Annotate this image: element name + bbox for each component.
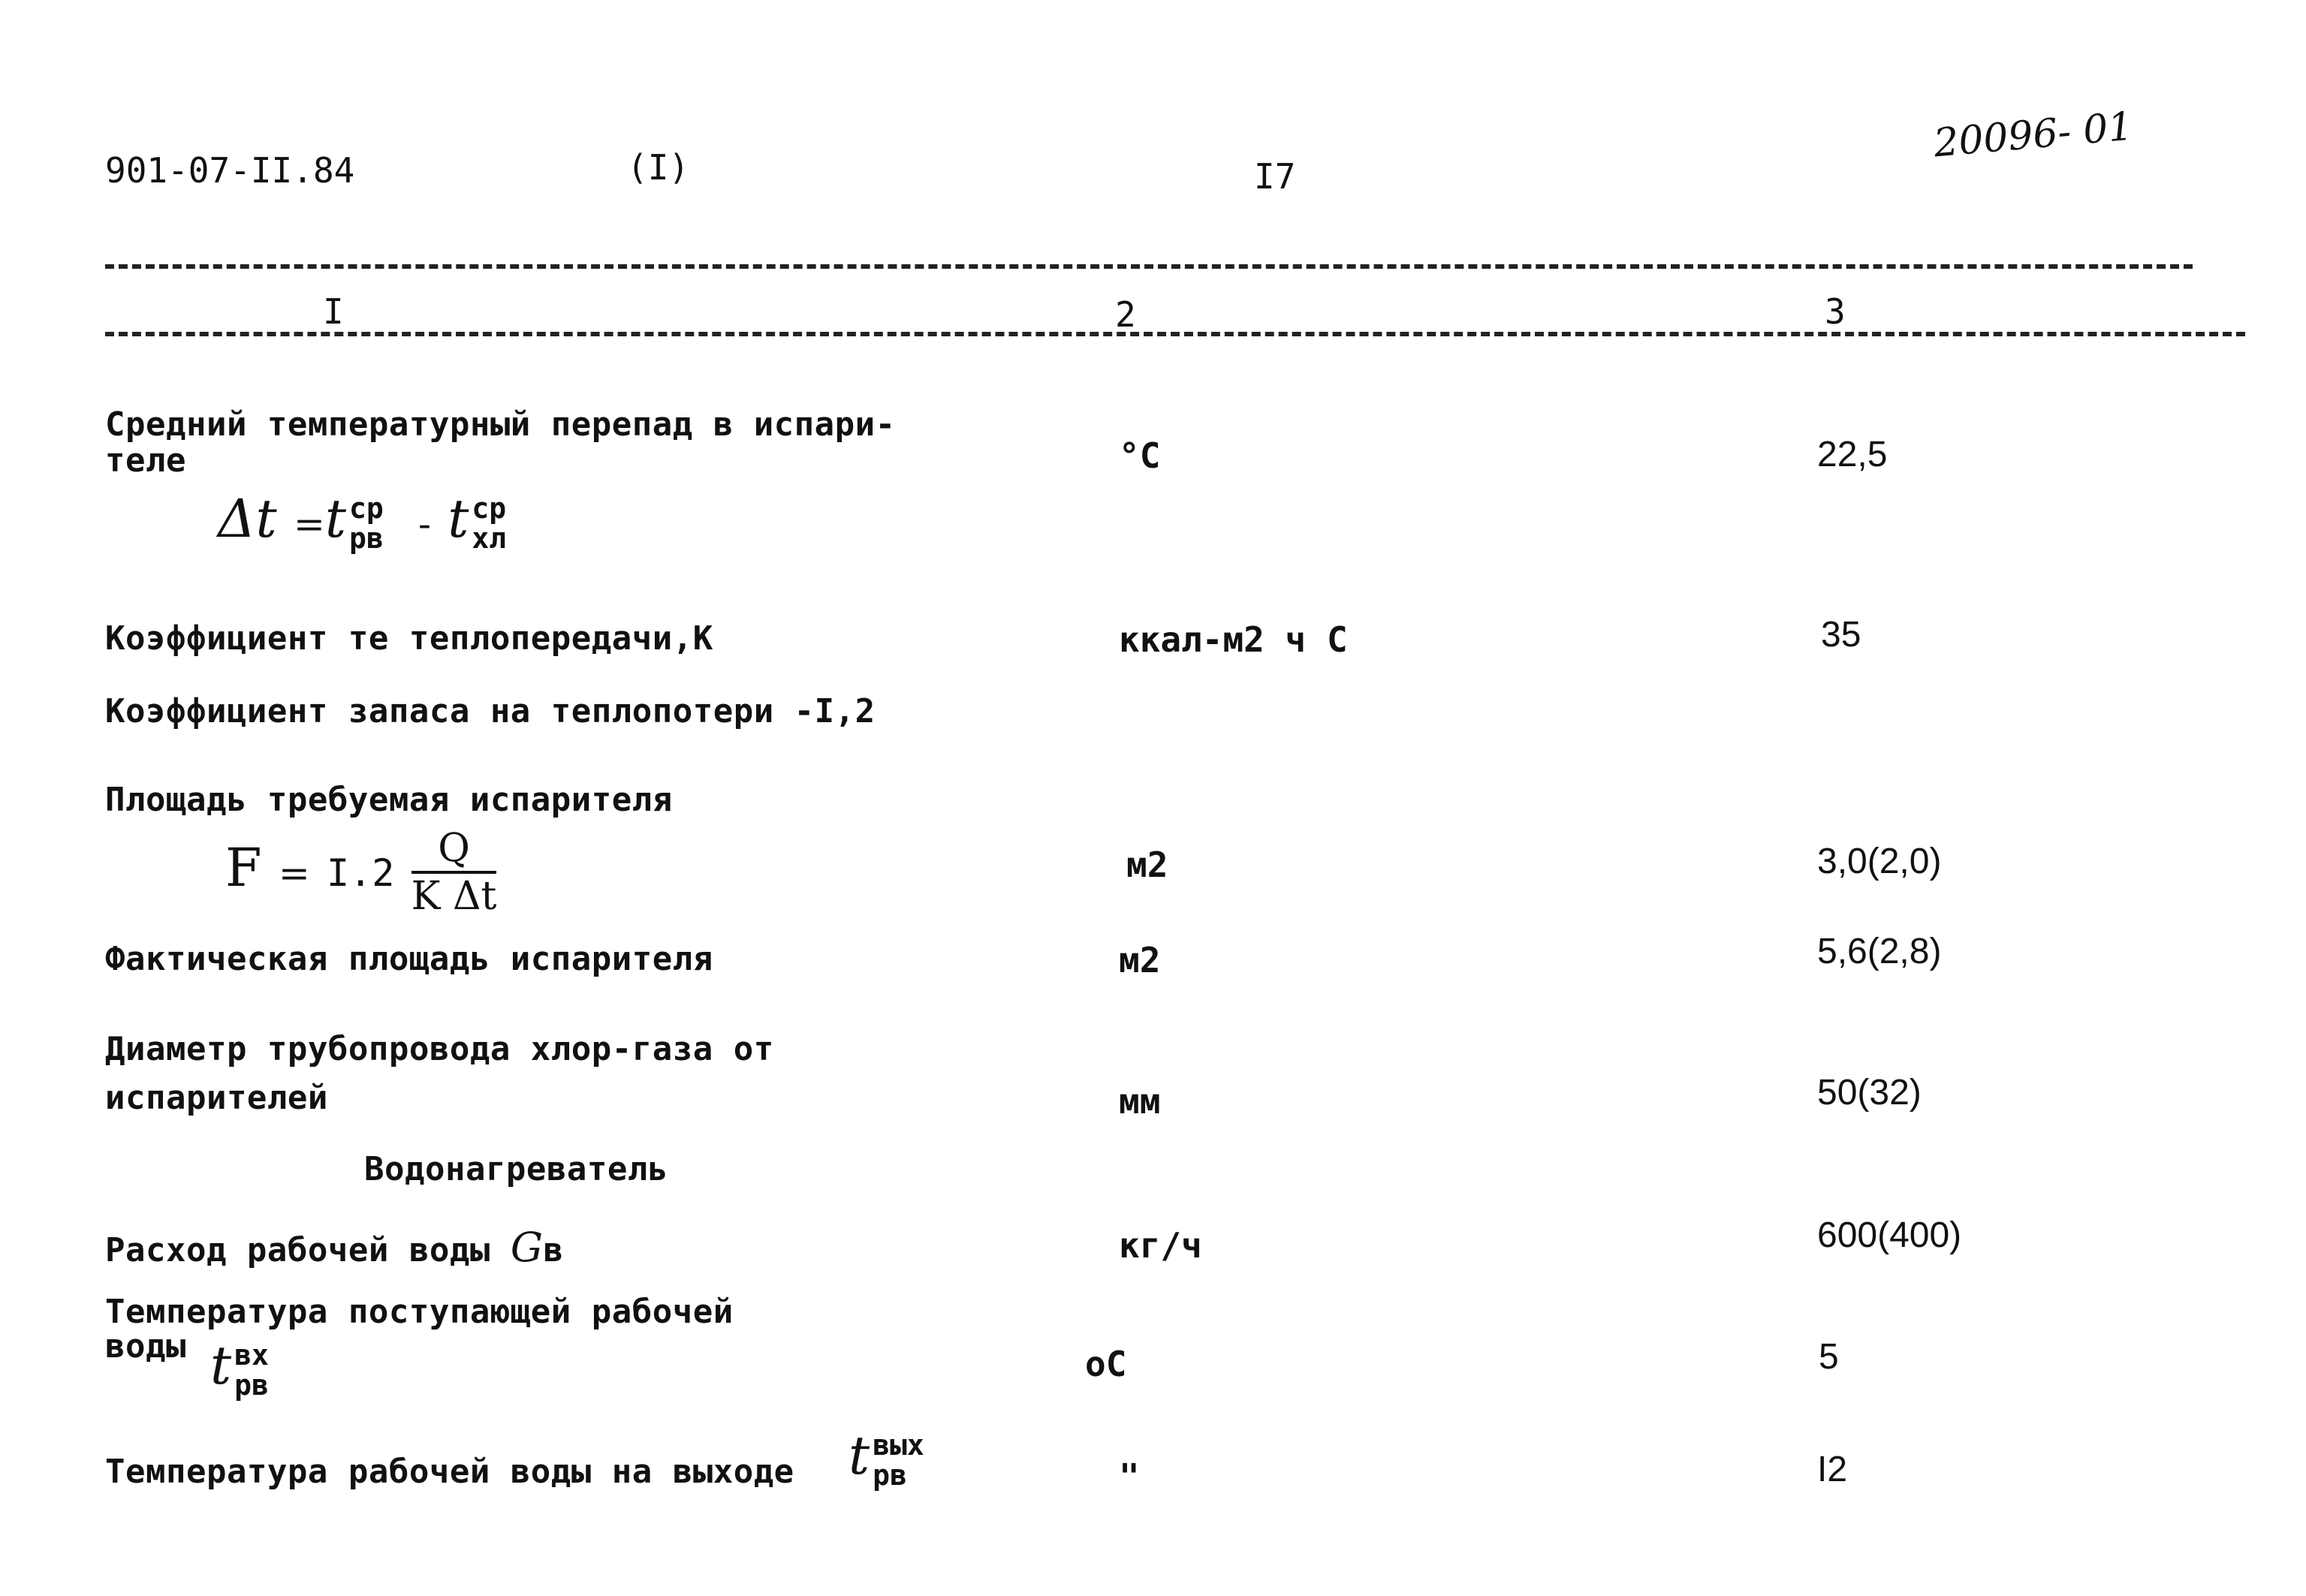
row-unit-inlet-temp: оС xyxy=(1085,1344,1127,1384)
row-unit-outlet-temp: " xyxy=(1119,1456,1140,1497)
row-unit-actual-area: м2 xyxy=(1119,940,1161,980)
row-unit-pipe-diameter: мм xyxy=(1119,1081,1161,1122)
page-number: I7 xyxy=(1254,156,1296,197)
formula-delta-t-t1-sub: рв xyxy=(349,522,384,555)
row-value-avg-temp-diff: 22,5 xyxy=(1817,435,1888,474)
formula-outlet-temp xyxy=(849,1425,924,1490)
formula-delta-t-t1-sup: ср xyxy=(349,492,384,525)
row-label-pipe-diameter: Диаметр трубопровода хлор-газа от xyxy=(105,1030,774,1068)
formula-outlet-sub: рв xyxy=(873,1459,907,1492)
row-value-pipe-diameter: 50(32) xyxy=(1817,1073,1922,1113)
row-label-reserve-coeff: Коэффициент запаса на теплопотери -I,2 xyxy=(105,692,876,730)
row-unit-heat-transfer: ккал-м2 ч С xyxy=(1119,619,1348,660)
formula-area xyxy=(225,826,496,919)
formula-delta-t-t2: t xyxy=(448,488,469,550)
row-label-avg-temp-diff: Средний температурный перепад в испари- xyxy=(105,405,896,444)
table-top-rule xyxy=(105,264,2193,269)
row-value-actual-area: 5,6(2,8) xyxy=(1817,932,1942,971)
section-title-water-heater: Водонагреватель xyxy=(364,1150,668,1188)
formula-inlet-sup: вх xyxy=(234,1339,269,1372)
formula-inlet-t: t xyxy=(210,1335,232,1396)
row-value-required-area: 3,0(2,0) xyxy=(1817,842,1942,881)
row-label-pipe-diameter-cont: испарителей xyxy=(105,1079,328,1117)
row-value-heat-transfer: 35 xyxy=(1821,615,1861,655)
formula-area-denominator: K Δt xyxy=(411,874,497,919)
formula-delta-t-minus: - xyxy=(418,502,431,546)
formula-inlet-sub: рв xyxy=(234,1369,269,1402)
row-value-outlet-temp: I2 xyxy=(1817,1450,1848,1489)
row-label-heat-transfer: Коэффициент те теплопередачи,К xyxy=(105,619,713,658)
handwritten-note: 20096- 01 xyxy=(1931,104,2135,167)
row-unit-water-flow: кг/ч xyxy=(1119,1225,1202,1266)
column-header-1: I xyxy=(323,291,344,332)
formula-outlet-sup: вых xyxy=(873,1429,924,1462)
part-number: (I) xyxy=(627,147,690,188)
row-label-inlet-temp: Температура поступающей рабочей xyxy=(105,1293,734,1331)
formula-inlet-temp xyxy=(210,1335,269,1400)
water-flow-symbol: G xyxy=(510,1224,544,1271)
row-label-actual-area: Фактическая площадь испарителя xyxy=(105,940,713,978)
row-unit-required-area: м2 xyxy=(1126,845,1168,885)
formula-area-numerator: Q xyxy=(411,826,497,874)
formula-delta-t-t2-sub: хл xyxy=(472,522,507,555)
table-header-rule xyxy=(105,332,2245,336)
formula-delta-t xyxy=(218,488,506,553)
row-value-inlet-temp: 5 xyxy=(1819,1337,1839,1377)
formula-outlet-t: t xyxy=(849,1425,870,1486)
row-label-inlet-temp-cont: воды xyxy=(105,1327,186,1366)
row-label-required-area: Площадь требуемая испарителя xyxy=(105,781,673,819)
formula-delta-t-eq: = xyxy=(293,502,325,546)
formula-area-lhs: F xyxy=(225,837,262,899)
row-value-water-flow: 600(400) xyxy=(1817,1215,1962,1255)
formula-delta-t-lhs: Δt xyxy=(218,488,277,550)
row-label-water-flow-text: Расход рабочей воды xyxy=(105,1231,490,1269)
formula-delta-t-t1: t xyxy=(324,488,346,550)
column-header-3: 3 xyxy=(1825,291,1846,332)
formula-area-eq: = xyxy=(278,851,310,895)
document-code: 901-07-II.84 xyxy=(105,150,355,191)
formula-area-coeff: I.2 xyxy=(327,851,395,895)
formula-delta-t-t2-sup: ср xyxy=(472,492,507,525)
row-label-avg-temp-diff-cont: теле xyxy=(105,441,186,480)
row-unit-avg-temp-diff: °C xyxy=(1119,435,1161,476)
water-flow-symbol-sub: в xyxy=(543,1231,564,1269)
row-label-outlet-temp: Температура рабочей воды на выходе xyxy=(105,1453,794,1491)
row-label-water-flow xyxy=(105,1224,563,1271)
formula-area-fraction xyxy=(411,826,497,919)
column-header-2: 2 xyxy=(1115,294,1136,335)
